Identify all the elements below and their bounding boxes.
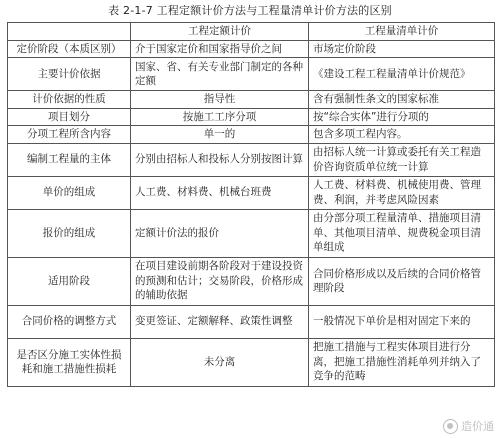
row-item: 报价的组成	[8, 209, 131, 257]
row-bill-value: 《建设工程工程量清单计价规范》	[309, 58, 495, 91]
table-caption: 表 2-1-7 工程定额计价方法与工程量清单计价方法的区别	[108, 4, 392, 17]
row-item: 项目划分	[8, 108, 131, 126]
row-bill-value: 市场定价阶段	[309, 40, 495, 58]
row-quota-value: 变更签证、定额解释、政策性调整	[131, 305, 309, 338]
row-quota-value: 定额计价法的报价	[131, 209, 309, 257]
row-quota-value: 国家、省、有关专业部门制定的各种定额	[131, 58, 309, 91]
watermark	[443, 418, 494, 434]
row-item: 合同价格的调整方式	[8, 305, 131, 338]
table-header-row	[8, 23, 495, 41]
header-item	[8, 23, 131, 41]
row-item: 主要计价依据	[8, 58, 131, 91]
row-quota-value: 指导性	[131, 91, 309, 109]
row-quota-value: 未分离	[131, 338, 309, 386]
table-row	[8, 143, 495, 176]
header-quota-pricing: 工程定额计价	[131, 23, 309, 41]
table-row	[8, 209, 495, 257]
table-row	[8, 305, 495, 338]
table-row	[8, 40, 495, 58]
row-quota-value: 分别由招标人和投标人分别按图计算	[131, 143, 309, 176]
table-row	[8, 58, 495, 91]
wechat-icon	[443, 419, 458, 434]
table-row	[8, 257, 495, 305]
row-quota-value: 介于国家定价和国家指导价之间	[131, 40, 309, 58]
row-bill-value: 按“综合实体”进行分项的	[309, 108, 495, 126]
table-row	[8, 91, 495, 109]
row-item: 单价的组成	[8, 176, 131, 209]
table-row	[8, 108, 495, 126]
row-bill-value: 包含多项工程内容。	[309, 126, 495, 144]
row-quota-value: 单一的	[131, 126, 309, 144]
row-bill-value: 一般情况下单价是相对固定下来的	[309, 305, 495, 338]
row-item: 计价依据的性质	[8, 91, 131, 109]
row-item: 分项工程所含内容	[8, 126, 131, 144]
row-item: 适用阶段	[8, 257, 131, 305]
comparison-table	[7, 22, 495, 387]
row-bill-value: 含有强制性条文的国家标准	[309, 91, 495, 109]
row-quota-value: 人工费、材料费、机械台班费	[131, 176, 309, 209]
row-item: 编制工程量的主体	[8, 143, 131, 176]
row-quota-value: 在项目建设前期各阶段对于建设投资的预测和估计；交易阶段，价格形成的辅助依据	[131, 257, 309, 305]
row-item: 是否区分施工实体性损耗和施工措施性损耗	[8, 338, 131, 386]
row-item: 定价阶段（本质区别）	[8, 40, 131, 58]
table-row	[8, 176, 495, 209]
row-bill-value: 由招标人统一计算或委托有关工程造价咨询资质单位统一计算	[309, 143, 495, 176]
row-bill-value: 把施工措施与工程实体项目进行分离，把施工措施性消耗单列并纳入了竞争的范畴	[309, 338, 495, 386]
table-row	[8, 338, 495, 386]
row-quota-value: 按施工工序分项	[131, 108, 309, 126]
row-bill-value: 合同价格形成以及后续的合同价格管理阶段	[309, 257, 495, 305]
table-row	[8, 126, 495, 144]
row-bill-value: 由分部分项工程量清单、措施项目清单、其他项目清单、规费税金项目清单组成	[309, 209, 495, 257]
row-bill-value: 人工费、材料费、机械使用费、管理费、利润，并考虑风险因素	[309, 176, 495, 209]
header-bill-pricing: 工程量清单计价	[309, 23, 495, 41]
watermark-text: 造价通	[461, 420, 494, 433]
